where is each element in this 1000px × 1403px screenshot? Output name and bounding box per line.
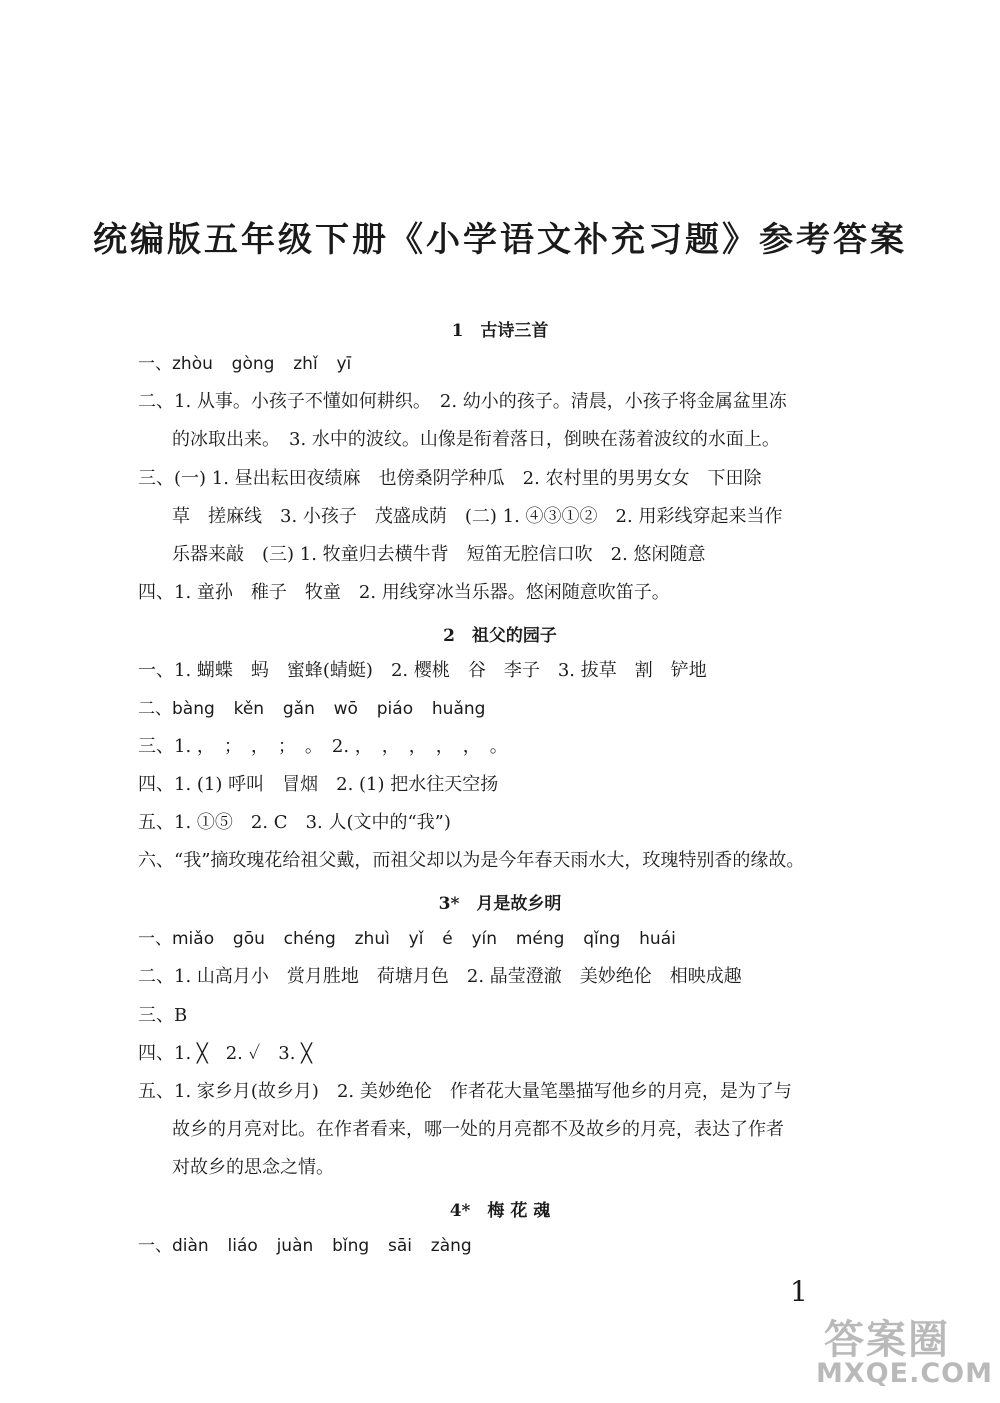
answer-line: 乐器来敲 (三) 1. 牧童归去横牛背 短笛无腔信口吹 2. 悠闲随意: [172, 544, 706, 565]
answer-line: 对故乡的思念之情。: [172, 1157, 334, 1178]
answer-line: 五、1. ①⑤ 2. C 3. 人(文中的“我”): [138, 812, 451, 833]
answer-line: 一、1. 蝴蝶 蚂 蜜蜂(蜻蜓) 2. 樱桃 谷 李子 3. 拔草 割 铲地: [138, 660, 707, 681]
section-heading-4: 4* 梅 花 魂: [449, 1201, 551, 1221]
answer-line: 二、1. 山高月小 赏月胜地 荷塘月色 2. 晶莹澄澈 美妙绝伦 相映成趣: [138, 966, 742, 987]
section-heading-1: 1 古诗三首: [451, 321, 549, 341]
answer-line: 四、1. (1) 呼叫 冒烟 2. (1) 把水往天空扬: [138, 774, 499, 795]
answer-line: 一、zhòu gòng zhǐ yī: [138, 354, 352, 374]
answer-line: 四、1. ╳ 2. ✓ 3. ╳: [138, 1043, 312, 1064]
section-heading-2: 2 祖父的园子: [443, 626, 557, 646]
page-number: 1: [790, 1275, 808, 1308]
answer-line: 故乡的月亮对比。在作者看来，哪一处的月亮都不及故乡的月亮，表达了作者: [172, 1119, 784, 1140]
answer-line: 三、B: [138, 1005, 188, 1026]
answer-line: 四、1. 童孙 稚子 牧童 2. 用线穿冰当乐器。悠闲随意吹笛子。: [138, 582, 670, 603]
answer-line: 一、diàn liáo juàn bǐng sāi zàng: [138, 1236, 472, 1256]
section-heading-3: 3* 月是故乡明: [438, 894, 562, 914]
answer-line: 三、1. ， ； ， ； 。 2. ， ， ， ， ， 。: [138, 736, 508, 757]
answer-line: 三、(一) 1. 昼出耘田夜绩麻 也傍桑阴学种瓜 2. 农村里的男男女女 下田除: [138, 468, 762, 489]
answer-line: 的冰取出来。 3. 水中的波纹。山像是衔着落日，倒映在荡着波纹的水面上。: [172, 429, 780, 450]
answer-line: 五、1. 家乡月(故乡月) 2. 美妙绝伦 作者花大量笔墨描写他乡的月亮，是为了与: [138, 1081, 792, 1102]
page-title: 统编版五年级下册《小学语文补充习题》参考答案: [93, 220, 907, 260]
watermark-logo: [816, 1308, 993, 1396]
watermark-text-en: MXQE.COM: [816, 1358, 993, 1389]
answer-line: 草 搓麻线 3. 小孩子 茂盛成荫 (二) 1. ④③①② 2. 用彩线穿起来当作: [172, 506, 783, 527]
answer-line: 一、miǎo gōu chéng zhuì yǐ é yín méng qǐng huái: [138, 929, 676, 949]
answer-line: 六、“我”摘玫瑰花给祖父戴，而祖父却以为是今年春天雨水大，玫瑰特别香的缘故。: [138, 850, 805, 871]
watermark-text-cn: 答案圈: [824, 1317, 950, 1363]
answer-line: 二、bàng kěn gǎn wō piáo huǎng: [138, 699, 486, 719]
answer-line: 二、1. 从事。小孩子不懂如何耕织。 2. 幼小的孩子。清晨，小孩子将金属盆里冻: [138, 391, 787, 412]
